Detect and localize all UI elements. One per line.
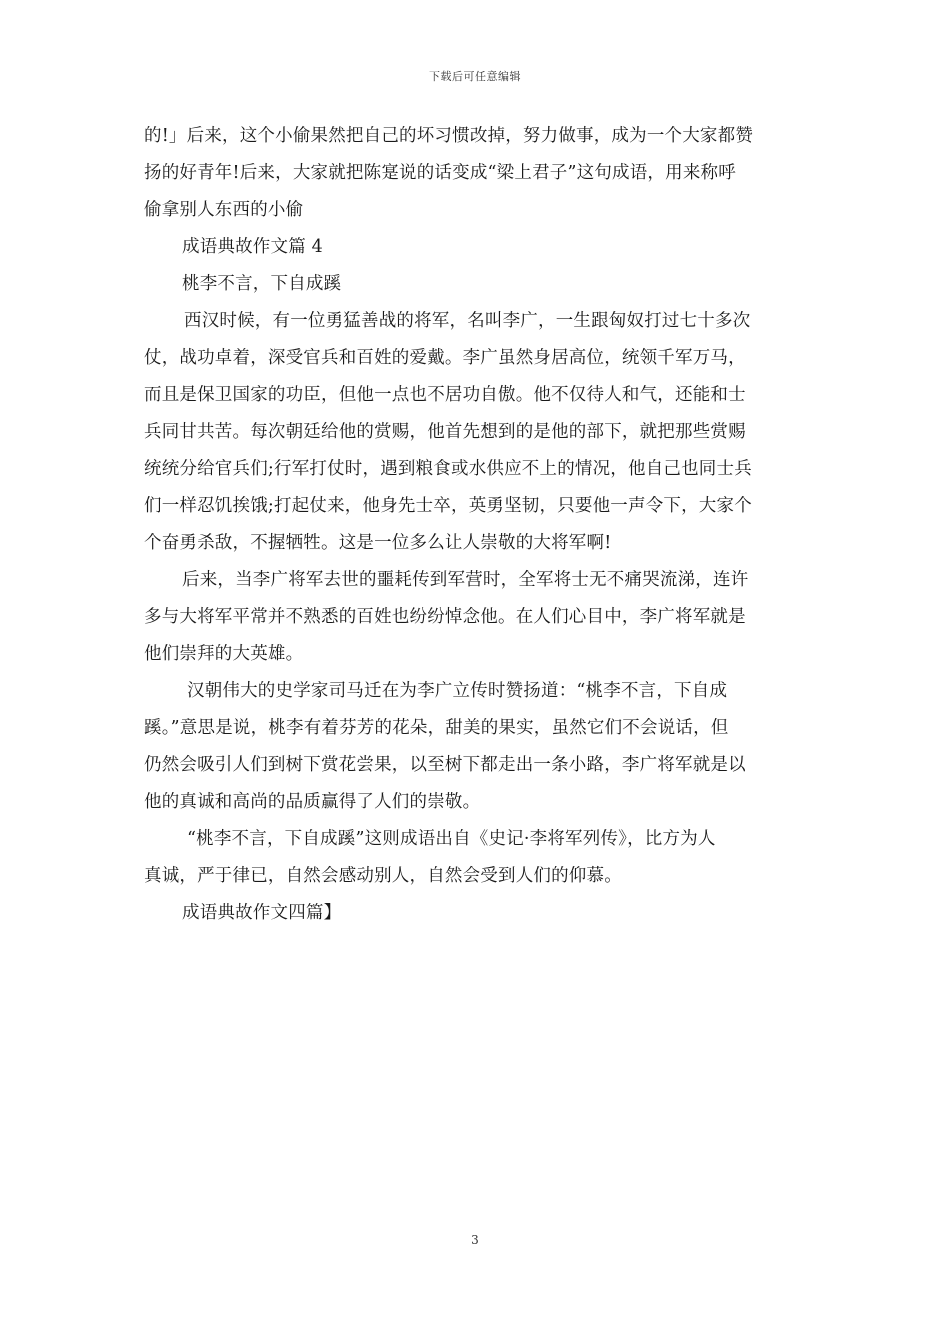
document-body [144, 118, 806, 932]
body-line: 而且是保卫国家的功臣，但他一点也不居功自傲。他不仅待人和气，还能和士 [144, 385, 746, 405]
body-line: 他的真诚和高尚的品质赢得了人们的崇敬。 [144, 792, 481, 812]
page-header: 下载后可任意编辑 [429, 70, 521, 83]
body-line: 偷拿别人东西的小偷 [144, 200, 304, 220]
body-line: 后来，当李广将军去世的噩耗传到军营时，全军将士无不痛哭流涕，连许 [182, 570, 749, 590]
body-line: 统统分给官兵们;行军打仗时，遇到粮食或水供应不上的情况，他自己也同士兵 [144, 459, 752, 479]
body-line: 兵同甘共苦。每次朝廷给他的赏赐，他首先想到的是他的部下，就把那些赏赐 [144, 422, 746, 442]
body-line: 个奋勇杀敌，不握牺牲。这是一位多么让人崇敬的大将军啊! [144, 533, 612, 553]
page-number: 3 [471, 1233, 479, 1247]
body-line: 仗，战功卓着，深受官兵和百姓的爱戴。李广虽然身居高位，统领千军万马， [144, 348, 746, 368]
body-line: 多与大将军平常并不熟悉的百姓也纷纷悼念他。在人们心目中，李广将军就是 [144, 607, 746, 627]
body-line: 们一样忍饥挨饿;打起仗来，他身先士卒，英勇坚韧，只要他一声令下，大家个 [144, 496, 752, 516]
body-line: 他们崇拜的大英雄。 [144, 644, 304, 664]
section-heading: 成语典故作文篇 4 [182, 237, 323, 257]
story-title: 桃李不言，下自成蹊 [182, 274, 342, 294]
body-line: 蹊。”意思是说，桃李有着芬芳的花朵，甜美的果实，虽然它们不会说话，但 [144, 718, 729, 738]
body-line: 扬的好青年!后来，大家就把陈寔说的话变成“梁上君子”这句成语，用来称呼 [144, 163, 736, 183]
body-line: 仍然会吸引人们到树下赏花尝果，以至树下都走出一条小路，李广将军就是以 [144, 755, 746, 775]
closing-heading: 成语典故作文四篇】 [182, 903, 342, 923]
body-line: 的!」后来，这个小偷果然把自己的坏习惯改掉，努力做事，成为一个大家都赞 [144, 126, 754, 146]
body-line: 西汉时候，有一位勇猛善战的将军，名叫李广，一生跟匈奴打过七十多次 [184, 311, 751, 331]
body-line: 汉朝伟大的史学家司马迁在为李广立传时赞扬道：“桃李不言，下自成 [187, 681, 728, 701]
body-line: “桃李不言，下自成蹊”这则成语出自《史记·李将军列传》，比方为人 [187, 829, 716, 849]
body-line: 真诚，严于律已，自然会感动别人，自然会受到人们的仰慕。 [144, 866, 622, 886]
